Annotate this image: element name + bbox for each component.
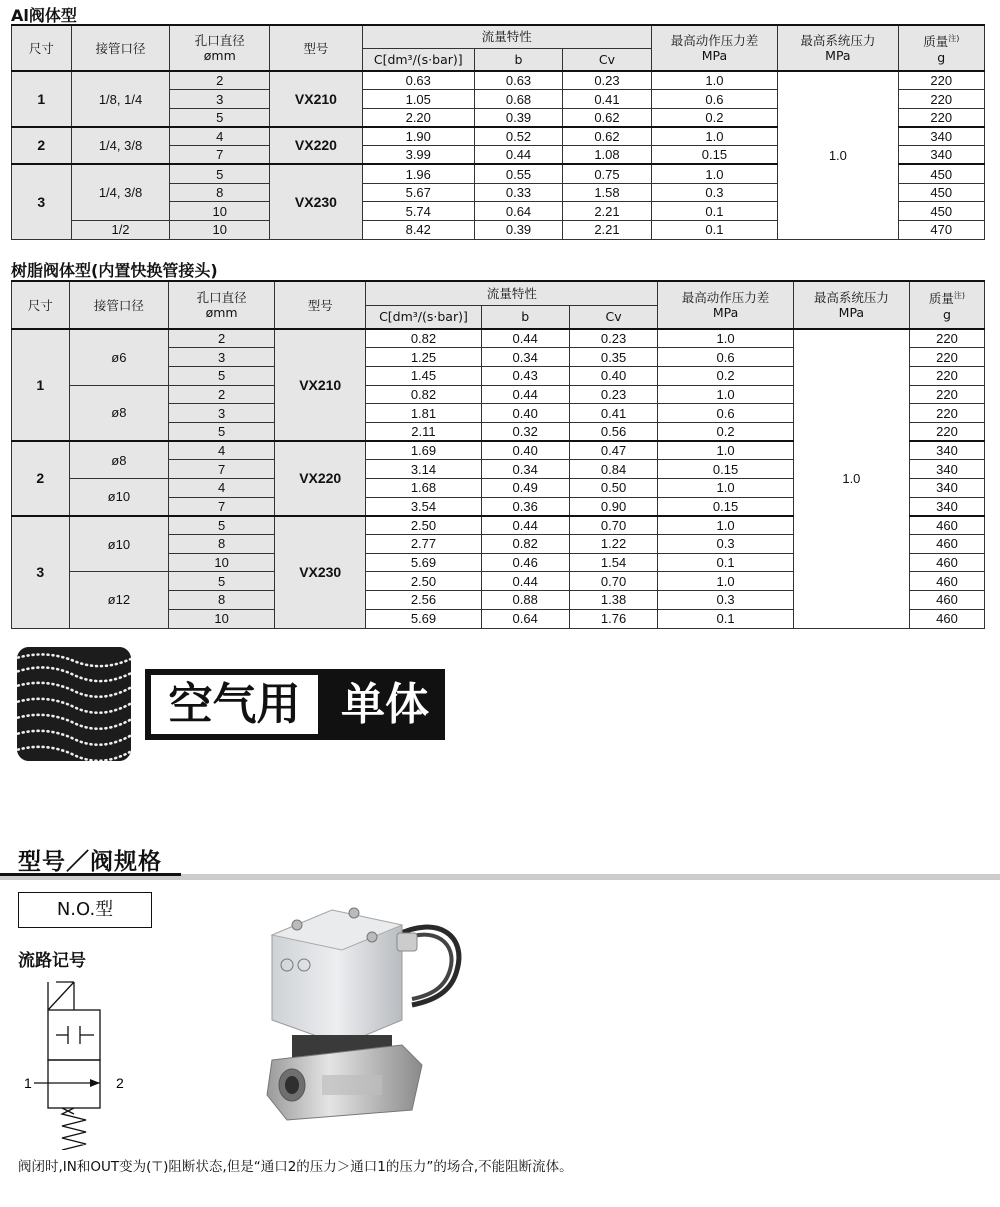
flow-c-cell: 2.50 bbox=[366, 572, 481, 591]
table-row bbox=[12, 329, 985, 348]
orifice-cell: 5 bbox=[169, 516, 275, 535]
orifice-cell: 10 bbox=[169, 553, 275, 572]
max-diff-pressure-cell: 0.6 bbox=[651, 90, 778, 109]
flow-b-cell: 0.39 bbox=[474, 108, 562, 127]
mass-cell: 460 bbox=[909, 535, 984, 554]
flow-c-cell: 3.54 bbox=[366, 497, 481, 516]
header-mass bbox=[898, 25, 984, 71]
flow-b-cell: 0.64 bbox=[481, 609, 569, 628]
flow-b-cell: 0.32 bbox=[481, 422, 569, 441]
port-cell: ø6 bbox=[69, 329, 169, 385]
table-row bbox=[12, 71, 985, 90]
flow-b-cell: 0.34 bbox=[481, 460, 569, 479]
flow-c-cell: 2.56 bbox=[366, 591, 481, 610]
header-flow-c: C[dm³/(s·bar)] bbox=[366, 305, 481, 329]
orifice-cell: 7 bbox=[170, 146, 270, 165]
header-flow: 流量特性 bbox=[362, 25, 651, 48]
max-diff-pressure-cell: 1.0 bbox=[658, 516, 794, 535]
size-cell: 1 bbox=[12, 71, 72, 127]
max-diff-pressure-cell: 1.0 bbox=[651, 71, 778, 90]
max-diff-pressure-cell: 1.0 bbox=[658, 385, 794, 404]
header-mass-line: 质量$^{注)}$ bbox=[928, 291, 966, 307]
port-cell: ø10 bbox=[69, 479, 169, 516]
mass-cell: 340 bbox=[909, 441, 984, 460]
flow-b-cell: 0.68 bbox=[474, 90, 562, 109]
max-diff-pressure-cell: 0.1 bbox=[651, 202, 778, 221]
flow-b-cell: 0.64 bbox=[474, 202, 562, 221]
model-cell: VX220 bbox=[270, 127, 363, 164]
orifice-cell: 4 bbox=[169, 441, 275, 460]
flow-b-cell: 0.43 bbox=[481, 366, 569, 385]
flow-b-cell: 0.39 bbox=[474, 221, 562, 240]
port-cell: ø12 bbox=[69, 572, 169, 628]
flow-b-cell: 0.44 bbox=[481, 385, 569, 404]
mass-cell: 220 bbox=[909, 404, 984, 423]
orifice-cell: 10 bbox=[170, 202, 270, 221]
flow-cv-cell: 0.35 bbox=[569, 348, 657, 367]
mass-cell: 460 bbox=[909, 591, 984, 610]
flow-c-cell: 5.67 bbox=[362, 183, 474, 202]
flow-c-cell: 2.50 bbox=[366, 516, 481, 535]
header-orifice-line: ømm bbox=[203, 48, 236, 63]
orifice-cell: 5 bbox=[170, 108, 270, 127]
max-diff-pressure-cell: 0.3 bbox=[651, 183, 778, 202]
max-diff-pressure-cell: 0.2 bbox=[651, 108, 778, 127]
orifice-cell: 4 bbox=[170, 127, 270, 146]
flow-cv-cell: 0.23 bbox=[569, 385, 657, 404]
flow-cv-cell: 1.08 bbox=[563, 146, 651, 165]
model-cell: VX230 bbox=[270, 164, 363, 239]
orifice-cell: 2 bbox=[169, 329, 275, 348]
flow-cv-cell: 0.62 bbox=[563, 108, 651, 127]
port-cell: 1/4, 3/8 bbox=[71, 164, 170, 220]
flow-c-cell: 1.69 bbox=[366, 441, 481, 460]
orifice-cell: 10 bbox=[169, 609, 275, 628]
orifice-cell: 8 bbox=[169, 591, 275, 610]
orifice-cell: 8 bbox=[169, 535, 275, 554]
mass-cell: 340 bbox=[898, 127, 984, 146]
flow-b-cell: 0.44 bbox=[481, 516, 569, 535]
valve-flow-symbol bbox=[18, 980, 148, 1154]
flow-b-cell: 0.34 bbox=[481, 348, 569, 367]
flow-cv-cell: 0.40 bbox=[569, 366, 657, 385]
header-orifice-line: 孔口直径 bbox=[196, 290, 247, 305]
flow-c-cell: 1.25 bbox=[366, 348, 481, 367]
flow-c-cell: 5.74 bbox=[362, 202, 474, 221]
flow-b-cell: 0.52 bbox=[474, 127, 562, 146]
header-max-diff-pressure bbox=[651, 25, 778, 71]
mass-cell: 460 bbox=[909, 609, 984, 628]
port-cell: 1/2 bbox=[71, 221, 170, 240]
size-cell: 2 bbox=[12, 441, 70, 516]
mass-cell: 220 bbox=[898, 90, 984, 109]
al-body-spec-table bbox=[11, 24, 985, 240]
valve-product-image bbox=[262, 895, 502, 1134]
max-diff-pressure-cell: 0.3 bbox=[658, 535, 794, 554]
orifice-cell: 5 bbox=[169, 422, 275, 441]
flow-cv-cell: 1.38 bbox=[569, 591, 657, 610]
port-cell: 1/8, 1/4 bbox=[71, 71, 170, 127]
header-max-system-pressure-line: MPa bbox=[825, 48, 851, 63]
header-mass-note: 注) bbox=[948, 34, 960, 44]
flow-cv-cell: 2.21 bbox=[563, 202, 651, 221]
model-cell: VX210 bbox=[270, 71, 363, 127]
table1-title: Al阀体型 bbox=[11, 6, 77, 25]
header-max-system-pressure bbox=[778, 25, 898, 71]
banner-word-single: 单体 bbox=[341, 679, 429, 730]
model-cell: VX230 bbox=[275, 516, 366, 628]
mass-cell: 220 bbox=[909, 422, 984, 441]
max-diff-pressure-cell: 0.2 bbox=[658, 422, 794, 441]
orifice-cell: 3 bbox=[170, 90, 270, 109]
port-cell: ø10 bbox=[69, 516, 169, 572]
mass-cell: 340 bbox=[909, 460, 984, 479]
flow-c-cell: 8.42 bbox=[362, 221, 474, 240]
flow-c-cell: 3.99 bbox=[362, 146, 474, 165]
flow-cv-cell: 2.21 bbox=[563, 221, 651, 240]
header-flow: 流量特性 bbox=[366, 281, 658, 305]
size-cell: 3 bbox=[12, 516, 70, 628]
port-cell: ø8 bbox=[69, 441, 169, 478]
header-orifice bbox=[170, 25, 270, 71]
orifice-cell: 2 bbox=[170, 71, 270, 90]
orifice-cell: 10 bbox=[170, 221, 270, 240]
max-diff-pressure-cell: 1.0 bbox=[651, 127, 778, 146]
header-orifice-line: 孔口直径 bbox=[194, 33, 245, 48]
header-max-diff-pressure-line: 最高动作压力差 bbox=[681, 290, 770, 305]
flow-cv-cell: 0.47 bbox=[569, 441, 657, 460]
flow-cv-cell: 1.22 bbox=[569, 535, 657, 554]
flow-b-cell: 0.88 bbox=[481, 591, 569, 610]
flow-c-cell: 2.11 bbox=[366, 422, 481, 441]
size-cell: 1 bbox=[12, 329, 70, 441]
header-mass-note: 注) bbox=[953, 291, 966, 301]
max-diff-pressure-cell: 1.0 bbox=[651, 164, 778, 183]
flow-cv-cell: 0.75 bbox=[563, 164, 651, 183]
mass-cell: 450 bbox=[898, 183, 984, 202]
flow-cv-cell: 0.23 bbox=[563, 71, 651, 90]
flow-cv-cell: 0.62 bbox=[563, 127, 651, 146]
max-diff-pressure-cell: 0.15 bbox=[658, 460, 794, 479]
flow-c-cell: 1.05 bbox=[362, 90, 474, 109]
max-diff-pressure-cell: 0.3 bbox=[658, 591, 794, 610]
flow-b-cell: 0.40 bbox=[481, 441, 569, 460]
flow-b-cell: 0.44 bbox=[481, 329, 569, 348]
port-cell: 1/4, 3/8 bbox=[71, 127, 170, 164]
flow-b-cell: 0.46 bbox=[481, 553, 569, 572]
flow-b-cell: 0.33 bbox=[474, 183, 562, 202]
header-max-system-pressure-line: MPa bbox=[838, 305, 865, 320]
mass-cell: 460 bbox=[909, 572, 984, 591]
max-system-pressure-cell: 1.0 bbox=[793, 329, 909, 628]
flow-c-cell: 2.20 bbox=[362, 108, 474, 127]
mass-cell: 460 bbox=[909, 553, 984, 572]
header-flow-b: b bbox=[481, 305, 569, 329]
port-out-label: 2 bbox=[116, 1075, 124, 1091]
flow-c-cell: 0.63 bbox=[362, 71, 474, 90]
flow-c-cell: 5.69 bbox=[366, 609, 481, 628]
header-max-diff-pressure-line: MPa bbox=[712, 305, 739, 320]
flow-c-cell: 1.90 bbox=[362, 127, 474, 146]
header-max-system-pressure-line: 最高系统压力 bbox=[813, 290, 889, 305]
header-flow-cv: Cv bbox=[563, 48, 651, 71]
header-max-diff-pressure-line: MPa bbox=[701, 48, 728, 63]
header-max-diff-pressure-line: 最高动作压力差 bbox=[670, 33, 759, 48]
max-diff-pressure-cell: 0.1 bbox=[651, 221, 778, 240]
header-max-system-pressure bbox=[793, 281, 909, 329]
mass-cell: 340 bbox=[909, 497, 984, 516]
mass-cell: 220 bbox=[909, 329, 984, 348]
flow-c-cell: 1.45 bbox=[366, 366, 481, 385]
flow-c-cell: 0.82 bbox=[366, 329, 481, 348]
mass-cell: 220 bbox=[909, 348, 984, 367]
header-size: 尺寸 bbox=[12, 281, 70, 329]
mass-cell: 220 bbox=[898, 71, 984, 90]
flow-cv-cell: 0.70 bbox=[569, 572, 657, 591]
header-flow-b: b bbox=[474, 48, 562, 71]
max-system-pressure-cell: 1.0 bbox=[778, 71, 898, 239]
orifice-cell: 7 bbox=[169, 497, 275, 516]
model-cell: VX220 bbox=[275, 441, 366, 516]
orifice-cell: 5 bbox=[169, 572, 275, 591]
orifice-cell: 7 bbox=[169, 460, 275, 479]
mass-cell: 340 bbox=[909, 479, 984, 498]
size-cell: 2 bbox=[12, 127, 72, 164]
flow-c-cell: 3.14 bbox=[366, 460, 481, 479]
header-mass-unit: g bbox=[937, 49, 946, 65]
header-model: 型号 bbox=[270, 25, 363, 71]
mass-cell: 220 bbox=[909, 366, 984, 385]
flow-cv-cell: 0.50 bbox=[569, 479, 657, 498]
flow-cv-cell: 0.70 bbox=[569, 516, 657, 535]
flow-cv-cell: 0.84 bbox=[569, 460, 657, 479]
banner-word-air: 空气用 bbox=[151, 675, 318, 734]
size-cell: 3 bbox=[12, 164, 72, 239]
flow-c-cell: 5.69 bbox=[366, 553, 481, 572]
air-pattern-icon bbox=[17, 647, 131, 761]
orifice-cell: 8 bbox=[170, 183, 270, 202]
port-in-label: 1 bbox=[24, 1075, 32, 1091]
max-diff-pressure-cell: 1.0 bbox=[658, 441, 794, 460]
model-section-title: 型号／阀规格 bbox=[18, 849, 162, 875]
flow-cv-cell: 1.76 bbox=[569, 609, 657, 628]
mass-cell: 460 bbox=[909, 516, 984, 535]
max-diff-pressure-cell: 0.1 bbox=[658, 553, 794, 572]
flow-b-cell: 0.44 bbox=[474, 146, 562, 165]
note-text: 阀闭时,IN和OUT变为(⊤)阻断状态,但是“通口2的压力＞通口1的压力”的场合,不能阻断流体。 bbox=[18, 1159, 573, 1175]
orifice-cell: 4 bbox=[169, 479, 275, 498]
max-diff-pressure-cell: 1.0 bbox=[658, 572, 794, 591]
header-model: 型号 bbox=[275, 281, 366, 329]
mass-cell: 220 bbox=[909, 385, 984, 404]
flow-cv-cell: 1.54 bbox=[569, 553, 657, 572]
mass-cell: 220 bbox=[898, 108, 984, 127]
model-cell: VX210 bbox=[275, 329, 366, 441]
max-diff-pressure-cell: 1.0 bbox=[658, 479, 794, 498]
header-flow-c: C[dm³/(s·bar)] bbox=[362, 48, 474, 71]
orifice-cell: 3 bbox=[169, 348, 275, 367]
max-diff-pressure-cell: 0.6 bbox=[658, 348, 794, 367]
header-flow-cv: Cv bbox=[569, 305, 657, 329]
flow-symbol-title: 流路记号 bbox=[18, 951, 86, 971]
flow-b-cell: 0.63 bbox=[474, 71, 562, 90]
orifice-cell: 5 bbox=[170, 164, 270, 183]
flow-cv-cell: 0.41 bbox=[563, 90, 651, 109]
max-diff-pressure-cell: 0.15 bbox=[658, 497, 794, 516]
mass-cell: 450 bbox=[898, 164, 984, 183]
flow-c-cell: 0.82 bbox=[366, 385, 481, 404]
flow-c-cell: 1.81 bbox=[366, 404, 481, 423]
header-max-system-pressure-line: 最高系统压力 bbox=[800, 33, 876, 48]
flow-cv-cell: 0.56 bbox=[569, 422, 657, 441]
orifice-cell: 2 bbox=[169, 385, 275, 404]
mass-cell: 450 bbox=[898, 202, 984, 221]
flow-b-cell: 0.82 bbox=[481, 535, 569, 554]
port-cell: ø8 bbox=[69, 385, 169, 441]
flow-b-cell: 0.40 bbox=[481, 404, 569, 423]
flow-c-cell: 1.96 bbox=[362, 164, 474, 183]
max-diff-pressure-cell: 0.1 bbox=[658, 609, 794, 628]
header-orifice-line: ømm bbox=[205, 305, 238, 320]
flow-b-cell: 0.55 bbox=[474, 164, 562, 183]
flow-b-cell: 0.49 bbox=[481, 479, 569, 498]
flow-b-cell: 0.36 bbox=[481, 497, 569, 516]
flow-c-cell: 1.68 bbox=[366, 479, 481, 498]
header-port: 接管口径 bbox=[71, 25, 170, 71]
header-port: 接管口径 bbox=[69, 281, 169, 329]
header-size: 尺寸 bbox=[12, 25, 72, 71]
max-diff-pressure-cell: 1.0 bbox=[658, 329, 794, 348]
mass-cell: 340 bbox=[898, 146, 984, 165]
max-diff-pressure-cell: 0.15 bbox=[651, 146, 778, 165]
flow-cv-cell: 0.90 bbox=[569, 497, 657, 516]
flow-b-cell: 0.44 bbox=[481, 572, 569, 591]
table2-title: 树脂阀体型(内置快换管接头) bbox=[11, 261, 218, 280]
resin-body-spec-table bbox=[11, 280, 985, 629]
flow-cv-cell: 0.41 bbox=[569, 404, 657, 423]
header-orifice bbox=[169, 281, 275, 329]
mass-cell: 470 bbox=[898, 221, 984, 240]
flow-cv-cell: 0.23 bbox=[569, 329, 657, 348]
header-mass-line: 质量$^{注)}$ bbox=[923, 34, 960, 50]
header-max-diff-pressure bbox=[658, 281, 794, 329]
orifice-cell: 3 bbox=[169, 404, 275, 423]
flow-cv-cell: 1.58 bbox=[563, 183, 651, 202]
orifice-cell: 5 bbox=[169, 366, 275, 385]
type-box: N.O.型 bbox=[18, 892, 152, 928]
header-mass-unit: g bbox=[943, 306, 951, 322]
max-diff-pressure-cell: 0.6 bbox=[658, 404, 794, 423]
flow-c-cell: 2.77 bbox=[366, 535, 481, 554]
max-diff-pressure-cell: 0.2 bbox=[658, 366, 794, 385]
header-mass bbox=[909, 281, 984, 329]
